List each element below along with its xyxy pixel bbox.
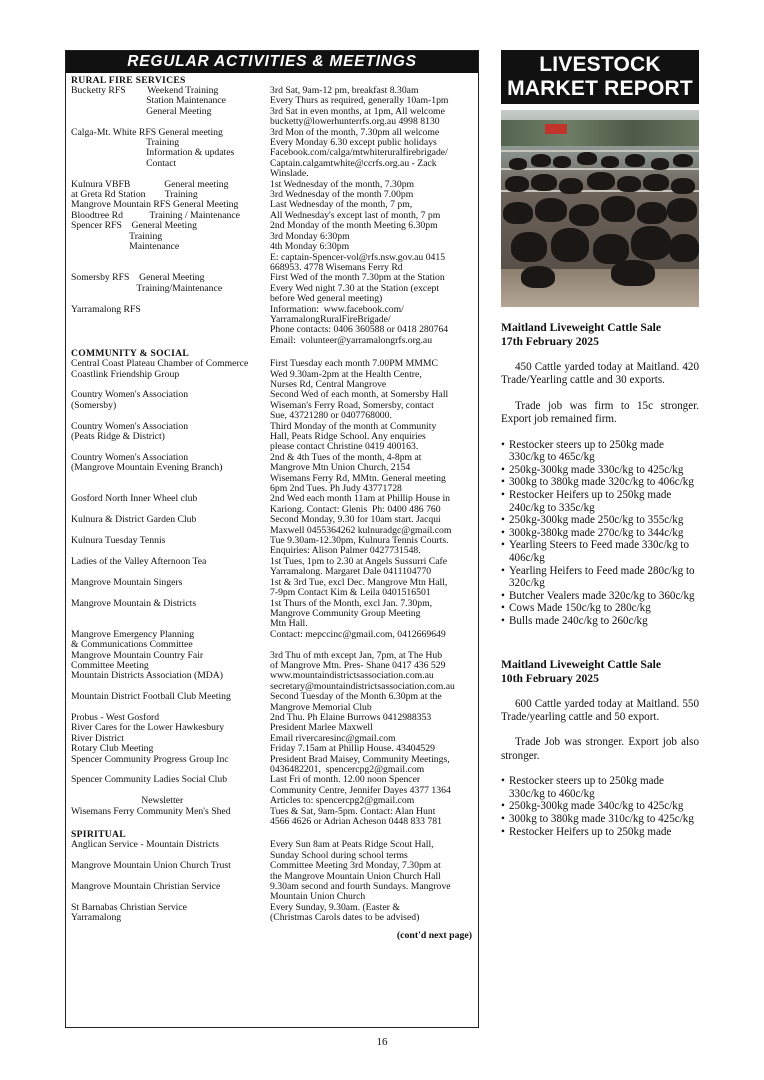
activity-name: Mountain District Football Club Meeting <box>71 691 231 703</box>
photo-cow <box>535 198 567 222</box>
photo-cow <box>569 204 599 226</box>
livestock-report-column <box>501 50 699 1040</box>
activity-detail: 2nd Thu. Ph Elaine Burrows 0412988353 <box>270 711 432 723</box>
price-item-text: Yearling Steers to Feed made 330c/kg to 406c/kg <box>509 539 690 564</box>
activity-name: Anglican Service - Mountain Districts <box>71 839 219 851</box>
bullet-icon: • <box>501 438 505 451</box>
price-item <box>501 514 699 527</box>
bullet-icon: • <box>501 775 505 788</box>
activity-row <box>66 200 478 221</box>
activity-detail: President Marlee Maxwell Email rivercaresinc@gmail.com <box>270 722 396 744</box>
photo-cow <box>551 228 589 262</box>
activity-detail: Friday 7.15am at Phillip House. 43404529 <box>270 743 435 755</box>
activity-row <box>66 723 478 744</box>
activity-detail: www.mountaindistrictsassociation.com.au secretary@mountaindistrictsassociation.com.au <box>270 670 455 692</box>
activity-name: Ladies of the Valley Afternoon Tea <box>71 555 207 567</box>
activity-name: Rotary Club Meeting <box>71 743 154 755</box>
photo-cow <box>617 176 641 192</box>
price-item-text: 250kg-300kg made 250c/kg to 355c/kg <box>509 514 684 527</box>
activity-row <box>66 630 478 651</box>
photo-cow <box>559 178 583 194</box>
bullet-icon: • <box>501 602 505 615</box>
sale1-heading-line1: Maitland Liveweight Cattle Sale <box>501 321 662 334</box>
activity-name: Kulnura & District Garden Club <box>71 514 197 526</box>
photo-cow <box>631 226 671 260</box>
photo-cow <box>511 232 547 262</box>
continued-note: (cont'd next page) <box>396 929 472 941</box>
photo-cow <box>601 156 619 168</box>
photo-cow <box>643 174 669 191</box>
price-item-text: Butcher Vealers made 320c/kg to 360c/kg <box>509 589 695 602</box>
activity-detail: 9.30am second and fourth Sundays. Mangrove Mountain Union Church <box>270 881 451 903</box>
price-item <box>501 464 699 477</box>
price-item-text: Restocker steers up to 250kg made 330c/kg to 460c/kg <box>509 775 664 800</box>
activity-row <box>66 221 478 273</box>
price-item <box>501 800 699 813</box>
activity-name: River Cares for the Lower Hawkesbury River District <box>71 722 225 744</box>
price-item <box>501 590 699 603</box>
photo-cow <box>669 234 699 262</box>
sale1-para2-text: Trade job was firm to 15c stronger. Export job remained firm. <box>501 399 699 426</box>
photo-truck <box>545 124 567 134</box>
price-item <box>501 565 699 590</box>
activity-row <box>66 370 478 391</box>
activity-detail: Last Fri of month. 12.00 noon Spencer Community Centre, Jennifer Dayes 4377 1364 Articles to: spencercpg2@gmail.com <box>270 774 451 807</box>
section-heading: SPIRITUAL <box>71 829 126 841</box>
activity-name: Mangrove Mountain Union Church Trust <box>71 860 231 872</box>
bullet-icon: • <box>501 825 505 838</box>
price-item <box>501 439 699 464</box>
photo-cow <box>587 172 615 190</box>
photo-fence-rail <box>501 168 699 170</box>
activity-detail: 2nd Wed each month 11am at Phillip House in Kariong. Contact: Glenis Ph: 0400 486 760 <box>270 493 451 515</box>
bullet-icon: • <box>501 589 505 602</box>
price-item <box>501 527 699 540</box>
price-item <box>501 489 699 514</box>
activity-row <box>66 775 478 806</box>
photo-fence-rail <box>501 190 699 192</box>
activity-name: Mangrove Mountain Christian Service <box>71 881 221 893</box>
activity-detail: Second Monday, 9.30 for 10am start. Jacqui Maxwell 0455364262 kulnuradgc@gmail.com <box>270 514 452 536</box>
activity-name: Probus - West Gosford <box>71 711 160 723</box>
price-item <box>501 615 699 628</box>
activity-row <box>66 453 478 495</box>
activity-name: Mangrove Emergency Planning & Communications Committee <box>71 628 195 651</box>
photo-cow <box>671 178 695 194</box>
activity-row <box>66 903 478 924</box>
activity-name: Spencer Community Progress Group Inc <box>71 753 229 765</box>
sale1-para1-text: 450 Cattle yarded today at Maitland. 420 Trade/Yearling cattle and 30 exports. <box>501 361 699 387</box>
activity-name: Kulnura Tuesday Tennis <box>71 535 166 547</box>
price-item-text: Yearling Heifers to Feed made 280c/kg to 320c/kg <box>509 564 695 590</box>
activity-name: Yarramalong RFS <box>71 303 141 315</box>
sale1-para2 <box>501 400 699 427</box>
photo-cow <box>625 154 645 167</box>
page-number: 16 <box>376 1036 388 1048</box>
regular-activities-panel <box>65 50 479 1028</box>
activity-detail: 1st Tues, 1pm to 2.30 at Angels Sussurri Cafe Yarramalong. Margaret Dale 0411104770 <box>270 555 448 578</box>
activity-detail: 1st Wednesday of the month, 7.30pm 3rd Wednesday of the month 7.00pm <box>270 178 415 201</box>
activity-name: Mangrove Mountain Singers <box>71 576 183 588</box>
activity-detail: 2nd & 4th Tues of the month, 4-8pm at Mangrove Mtn Union Church, 2154 Wisemans Ferry Rd, MMtn. General meeting 6pm 2nd Tues. Ph Judy 43771728 <box>270 451 446 495</box>
activity-name: Kulnura VBFB General meeting at Greta Rd Station Training <box>71 178 229 201</box>
activity-detail: Second Wed of each month, at Somersby Hall Wiseman's Ferry Road, Somersby, contact Sue, 43721280 or 0407768000. <box>270 389 449 422</box>
bullet-icon: • <box>501 539 505 552</box>
price-item <box>501 602 699 615</box>
activity-row <box>66 882 478 903</box>
activity-name: Mangrove Mountain RFS General Meeting Bloodtree Rd Training / Maintenance <box>71 199 240 221</box>
bullet-icon: • <box>501 526 505 539</box>
sale2-price-list <box>501 775 699 838</box>
sale1-para1 <box>501 361 699 388</box>
livestock-title-line2: MARKET REPORT <box>507 77 693 100</box>
bullet-icon: • <box>501 463 505 476</box>
bullet-icon: • <box>501 614 505 627</box>
activity-name: Mangrove Mountain & Districts <box>71 597 197 609</box>
activity-row <box>66 578 478 599</box>
activity-name: Mountain Districts Association (MDA) <box>71 670 224 682</box>
activity-row <box>66 755 478 776</box>
activity-name: Country Women's Association (Somersby) <box>71 389 189 411</box>
sale2-heading <box>501 658 699 686</box>
activity-row <box>66 422 478 453</box>
activity-detail: First Tuesday each month 7.00PM MMMC <box>270 358 438 370</box>
activity-detail: 3rd Mon of the month, 7.30pm all welcome Every Monday 6.30 except public holidays Facebook.com/calga/mtwhiteruralfirebrigade/ Captain.calgamtwhite@ccrfs.org.au - Zack Winslade. <box>270 126 448 180</box>
sale1-price-list <box>501 439 699 628</box>
price-item <box>501 826 699 839</box>
bullet-icon: • <box>501 514 505 527</box>
price-item-text: Restocker Heifers up to 250kg made 240c/kg to 335c/kg <box>509 489 672 514</box>
activity-detail: Last Wednesday of the month, 7 pm, All Wednesday's except last of month, 7 pm <box>270 199 441 221</box>
bullet-icon: • <box>501 564 505 577</box>
sale2-para2-text: Trade Job was stronger. Export job also stronger. <box>501 736 699 762</box>
activity-detail: Second Tuesday of the Month 6.30pm at the Mangrove Memorial Club <box>270 691 442 713</box>
price-item-text: 250kg-300kg made 340c/kg to 425c/kg <box>509 800 684 813</box>
photo-cow <box>577 152 597 165</box>
activity-detail: Wed 9.30am-2pm at the Health Centre, Nurses Rd, Central Mangrove <box>270 368 422 390</box>
sale2-para1 <box>501 698 699 725</box>
activity-row <box>66 305 478 347</box>
activity-name: Calga-Mt. White RFS General meeting Training Information & updates Contact <box>71 126 235 169</box>
activity-name: Gosford North Inner Wheel club <box>71 493 198 505</box>
activity-name: Country Women's Association (Mangrove Mountain Evening Branch) <box>71 451 223 474</box>
price-item-text: Restocker steers up to 250kg made 330c/kg to 465c/kg <box>509 438 664 464</box>
bullet-icon: • <box>501 800 505 813</box>
price-item-text: Restocker Heifers up to 250kg made <box>509 825 672 838</box>
activity-row <box>66 692 478 713</box>
photo-cow <box>505 176 529 192</box>
activities-sections <box>66 75 478 924</box>
price-item <box>501 813 699 826</box>
activity-name: Wisemans Ferry Community Men's Shed <box>71 805 231 817</box>
photo-cow <box>503 202 533 224</box>
photo-cow <box>651 158 669 170</box>
price-item <box>501 775 699 800</box>
activity-detail: Every Sun 8am at Peats Ridge Scout Hall, Sunday School during school terms <box>270 839 434 861</box>
photo-cow <box>601 196 635 222</box>
livestock-title <box>501 50 699 104</box>
price-item-text: 300kg to 380kg made 310c/kg to 425c/kg <box>509 812 694 825</box>
sale2-heading-line1: Maitland Liveweight Cattle Sale <box>501 657 662 671</box>
photo-cow <box>553 156 571 168</box>
activity-name: Spencer RFS General Meeting Training Maintenance <box>71 220 197 253</box>
activity-row <box>66 807 478 828</box>
photo-cow <box>667 198 697 222</box>
photo-cow <box>593 234 629 264</box>
photo-cow <box>611 260 655 286</box>
activity-row <box>66 671 478 692</box>
price-item <box>501 476 699 489</box>
activity-row <box>66 861 478 882</box>
activity-row <box>66 599 478 630</box>
sale2-heading-line2: 10th February 2025 <box>501 671 599 685</box>
price-item-text: 300kg to 380kg made 320c/kg to 406c/kg <box>509 476 694 489</box>
activity-row <box>66 273 478 304</box>
photo-cow <box>531 154 551 167</box>
activity-row <box>66 557 478 578</box>
activity-name: Mangrove Mountain Country Fair Committee Meeting <box>71 649 204 671</box>
activity-row <box>66 840 478 861</box>
photo-cow <box>509 158 527 170</box>
activity-detail: Committee Meeting 3rd Monday, 7.30pm at the Mangrove Mountain Union Church Hall <box>270 860 441 882</box>
price-item-text: 300kg-380kg made 270c/kg to 344c/kg <box>509 526 684 539</box>
activity-detail: Information: www.facebook.com/ YarramalongRuralFireBrigade/ Phone contacts: 0406 360588 or 0418 280764 Email: volunteer@yarramalongrfs.org.au <box>270 303 449 346</box>
activity-name: Coastlink Friendship Group <box>71 368 180 380</box>
activities-banner: REGULAR ACTIVITIES & MEETINGS <box>66 51 478 73</box>
section-heading: COMMUNITY & SOCIAL <box>71 348 190 360</box>
bullet-icon: • <box>501 476 505 489</box>
price-item-text: Bulls made 240c/kg to 260c/kg <box>509 614 648 627</box>
activity-row <box>66 359 478 369</box>
cattle-yard-photo <box>501 110 699 307</box>
activity-detail: First Wed of the month 7.30pm at the Station Every Wed night 7.30 at the Station (except before Wed general meeting) <box>270 272 445 305</box>
activity-row <box>66 86 478 128</box>
activity-row <box>66 494 478 515</box>
activity-detail: Contact: mepccinc@gmail.com, 0412669649 <box>270 628 446 640</box>
bullet-icon: • <box>501 489 505 501</box>
price-item-text: 250kg-300kg made 330c/kg to 425c/kg <box>509 463 684 476</box>
activity-name: Central Coast Plateau Chamber of Commerce <box>71 358 249 370</box>
activity-name: Somersby RFS General Meeting Training/Maintenance <box>71 272 223 294</box>
activity-row <box>66 180 478 201</box>
livestock-title-line1: LIVESTOCK <box>539 53 661 76</box>
activity-detail: 1st Thurs of the Month, excl Jan. 7.30pm, Mangrove Community Group Meeting Mtn Hall. <box>270 597 433 630</box>
activity-detail: Tues & Sat, 9am-5pm. Contact: Alan Hunt 4566 4626 or Adrian Acheson 0448 833 781 <box>270 805 442 828</box>
activity-name: St Barnabas Christian Service Yarramalong <box>71 901 187 924</box>
activity-detail: 3rd Sat, 9am-12 pm, breakfast 8.30am Every Thurs as required, generally 10am-1pm 3rd Sat in even months, at 1pm, All welcome bucketty@lowerhunterrfs.org.au 4998 8130 <box>270 85 449 128</box>
activity-name: Country Women's Association (Peats Ridge & District) <box>71 420 189 442</box>
sale1-heading-line2: 17th February 2025 <box>501 335 599 348</box>
photo-trees <box>501 120 699 146</box>
activity-detail: 3rd Thu of mth except Jan, 7pm, at The Hub of Mangrove Mtn. Pres- Shane 0417 436 529 <box>270 649 446 671</box>
photo-cow <box>673 154 693 167</box>
activity-detail: 2nd Monday of the month Meeting 6.30pm 3rd Monday 6:30pm 4th Monday 6:30pm E: captain-Spencer-vol@rfs.nsw.gov.au 0415 668953. 4778 Wisemans Ferry Rd <box>270 220 446 273</box>
activity-row <box>66 128 478 180</box>
activity-detail: Every Sunday, 9.30am. (Easter & (Christmas Carols dates to be advised) <box>270 901 420 924</box>
sale2-para1-text: 600 Cattle yarded today at Maitland. 550 Trade/yearling cattle and 50 export. <box>501 697 699 723</box>
activity-detail: Third Monday of the month at Community Hall, Peats Ridge School. Any enquiries please contact Christine 0419 400163. <box>270 420 437 453</box>
price-item-text: Cows Made 150c/kg to 280c/kg <box>509 602 651 615</box>
activity-detail: 1st & 3rd Tue, excl Dec. Mangrove Mtn Hall, 7-9pm Contact Kim & Leila 0401516501 <box>270 576 448 599</box>
activity-detail: Tue 9.30am-12.30pm, Kulnura Tennis Courts. Enquiries: Alison Palmer 0427731548. <box>270 535 449 557</box>
activity-name: Bucketty RFS Weekend Training Station Maintenance General Meeting <box>71 85 226 117</box>
activity-row <box>66 651 478 672</box>
sale1-heading <box>501 321 699 349</box>
activity-row <box>66 390 478 421</box>
activity-row <box>66 515 478 536</box>
bullet-icon: • <box>501 812 505 825</box>
price-item <box>501 539 699 564</box>
photo-fence-rail <box>501 150 699 152</box>
sale2-para2 <box>501 736 699 763</box>
activity-detail: President Brad Maisey, Community Meetings, 0436482201, spencercpg2@gmail.com <box>270 753 450 775</box>
section-heading: RURAL FIRE SERVICES <box>71 75 186 86</box>
photo-cow <box>521 266 555 288</box>
photo-cow <box>531 174 557 191</box>
activity-name: Spencer Community Ladies Social Club Newsletter <box>71 774 228 807</box>
activity-row <box>66 536 478 557</box>
photo-cow <box>637 202 667 224</box>
